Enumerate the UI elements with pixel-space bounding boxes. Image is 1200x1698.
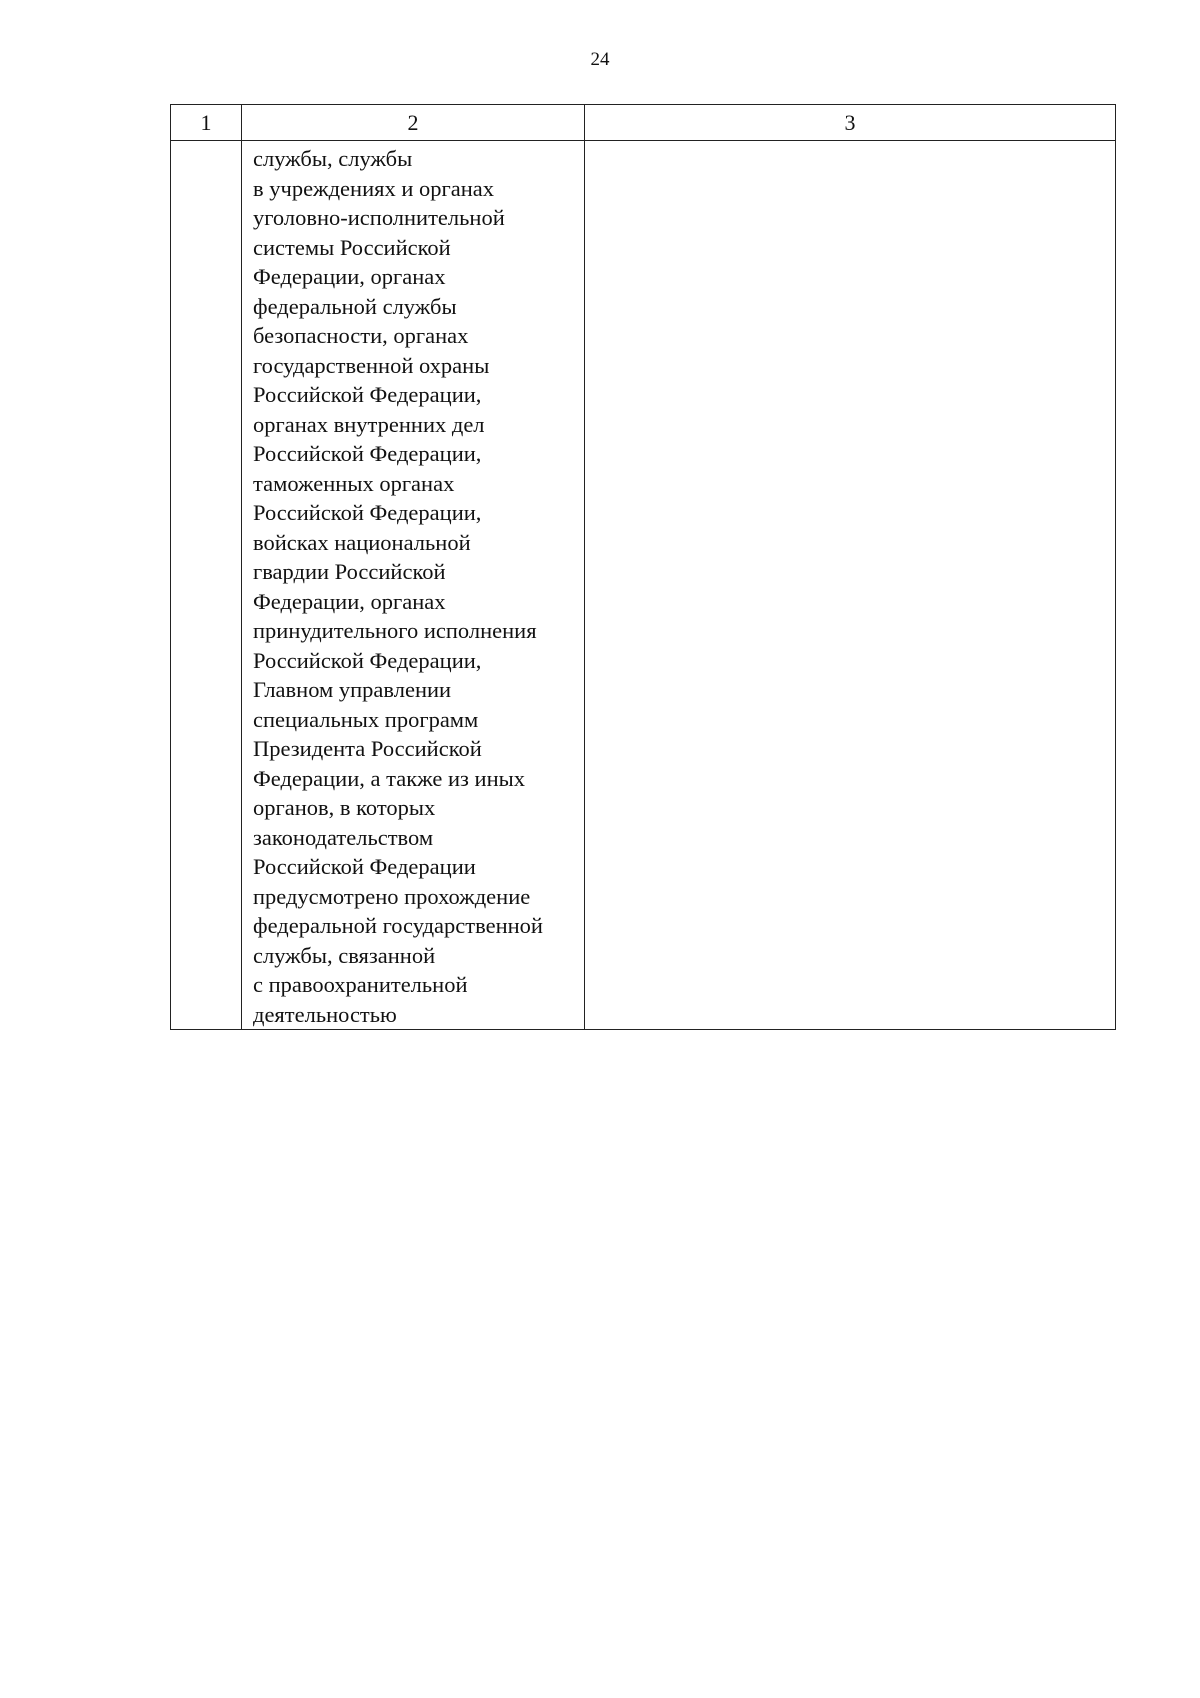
- text-line: Федерации, органах: [253, 588, 446, 614]
- cell-column-2-text: [242, 141, 584, 1029]
- text-line: органов, в которых: [253, 795, 436, 820]
- text-line: Российской Федерации: [253, 854, 476, 879]
- column-header-1: 1: [171, 105, 242, 141]
- text-line: системы Российской: [253, 234, 451, 260]
- text-line: в учреждениях и органах: [253, 175, 494, 201]
- text-line: Федерации, а также из иных: [253, 765, 526, 791]
- text-line: службы, службы: [253, 146, 413, 171]
- text-line: Российской Федерации,: [253, 441, 482, 466]
- text-line: Главном управлении: [253, 677, 452, 702]
- text-line: уголовно-исполнительной: [253, 205, 505, 230]
- text-line: безопасности, органах: [253, 323, 469, 348]
- header-row: [171, 105, 1116, 141]
- text-line: войсках национальной: [253, 529, 471, 555]
- document-table: [170, 104, 1116, 1030]
- text-line: с правоохранительной: [253, 972, 468, 997]
- text-line: предусмотрено прохождение: [253, 883, 531, 909]
- text-line: органах внутренних дел: [253, 411, 485, 437]
- text-line: службы, связанной: [253, 942, 436, 968]
- text-line: федеральной службы: [253, 293, 457, 319]
- column-header-3: 3: [585, 105, 1116, 141]
- text-line: государственной охраны: [253, 352, 490, 378]
- text-line: таможенных органах: [253, 470, 455, 496]
- text-line: Федерации, органах: [253, 264, 446, 289]
- cell-column-3: [585, 141, 1116, 1030]
- cell-column-1: [171, 141, 242, 1030]
- text-line: деятельностью: [253, 1001, 397, 1027]
- text-line: Российской Федерации,: [253, 647, 482, 673]
- column-header-2: 2: [242, 105, 585, 141]
- text-line: принудительного исполнения: [253, 618, 537, 643]
- table-row: [171, 141, 1116, 1030]
- text-line: гвардии Российской: [253, 559, 446, 584]
- cell-column-2: [242, 141, 585, 1030]
- text-line: Российской Федерации,: [253, 382, 482, 407]
- text-line: Президента Российской: [253, 736, 482, 761]
- page-number: 24: [590, 49, 610, 70]
- table-header: [171, 105, 1116, 141]
- text-line: специальных программ: [253, 706, 479, 732]
- text-line: Российской Федерации,: [253, 500, 482, 525]
- text-line: законодательством: [253, 824, 434, 850]
- text-line: федеральной государственной: [253, 913, 543, 938]
